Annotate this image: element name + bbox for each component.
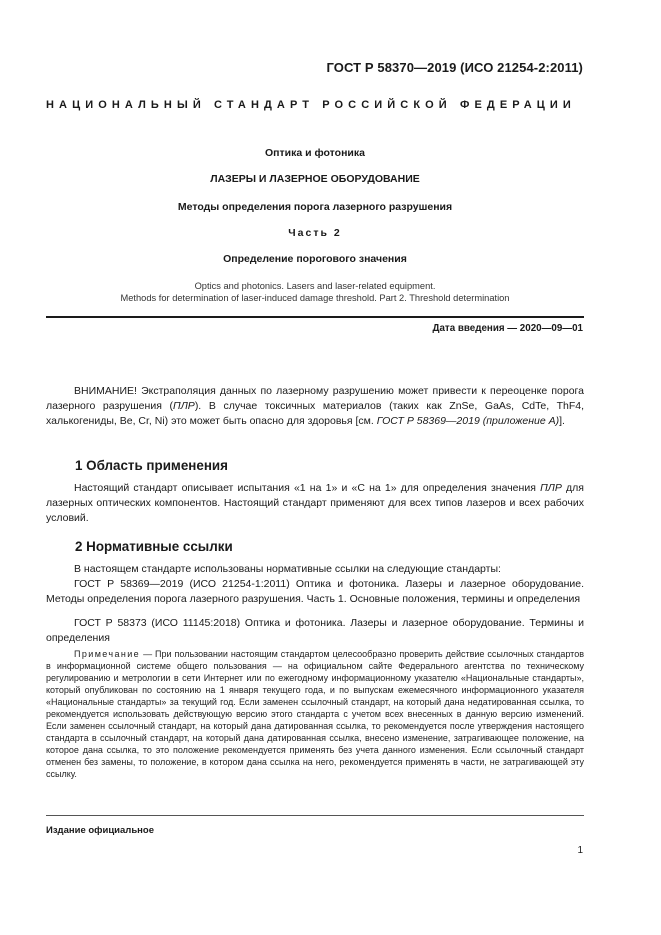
reference-1-text: ГОСТ Р 58369—2019 (ИСО 21254-1:2011) Оптика и фотоника. Лазеры и лазерное оборудование. Методы определения порога лазерного разрушения. Часть 1. Основные положения, термины и определения bbox=[46, 578, 584, 605]
note-label: Примечание bbox=[74, 649, 141, 659]
warning-paragraph bbox=[46, 384, 584, 429]
note-text: — При пользовании настоящим стандартом целесообразно проверить действие ссылочных стандартов в информационной системе общего пользования — на официальном сайте Федерального агентства по техническому регулированию и метрологии в сети Интернет или по ежегодному информационному указателю «Национальные стандарты», который опубликован по состоянию на 1 января текущего года, и по выпускам ежемесячного информационного указателя «Национальные стандарты» за текущий год. Если заменен ссылочный стандарт, на который дана недатированная ссылка, то рекомендуется использовать действующую версию этого стандарта с учетом всех внесенных в данную версию изменений. Если заменен ссылочный стандарт, на который дана датированная ссылка, то рекомендуется после утверждения настоящего стандарта в ссылочный стандарт, на который дана датированная ссылка, внесено изменение, затрагивающее положение, на которое дана ссылка, то это положение рекомендуется применять без учета данного изменения. Если ссылочный стандарт отменен без замены, то положение, в котором дана ссылка на него, рекомендуется применять в части, не затрагивающей эту ссылку. bbox=[46, 649, 584, 779]
section-2-intro-text: В настоящем стандарте использованы нормативные ссылки на следующие стандарты: bbox=[74, 563, 501, 575]
normative-reference-1 bbox=[46, 577, 584, 607]
section-1-paragraph bbox=[46, 481, 584, 526]
introduction-date: Дата введения — 2020—09—01 bbox=[432, 323, 583, 334]
normative-reference-2 bbox=[46, 616, 584, 646]
title-divider bbox=[46, 316, 584, 318]
section-1-heading: 1 Область применения bbox=[75, 458, 228, 473]
title-part-name: Определение порогового значения bbox=[223, 253, 407, 265]
title-main: ЛАЗЕРЫ И ЛАЗЕРНОЕ ОБОРУДОВАНИЕ bbox=[210, 173, 420, 185]
warning-text-3: ]. bbox=[559, 415, 565, 427]
warning-text-1: ВНИМАНИЕ! Экстраполяция данных по лазерному разрушению может привести к переоценке порога лазерного разрушения ( bbox=[46, 385, 584, 412]
title-part: Часть 2 bbox=[288, 227, 342, 239]
section-2-heading: 2 Нормативные ссылки bbox=[75, 539, 233, 554]
title-sub: Методы определения порога лазерного разрушения bbox=[177, 201, 453, 213]
title-group: Оптика и фотоника bbox=[264, 147, 365, 159]
section-1-text-2: для лазерных оптических компонентов. Настоящий стандарт применяют для всех типов лазеров и всех рабочих условий. bbox=[46, 482, 584, 524]
section-1-text-1: Настоящий стандарт описывает испытания «1 на 1» и «С на 1» для определения значения bbox=[74, 482, 541, 494]
national-standard-banner: НАЦИОНАЛЬНЫЙ СТАНДАРТ РОССИЙСКОЙ ФЕДЕРАЦИИ bbox=[46, 99, 576, 111]
warning-abbr: ПЛР bbox=[173, 400, 195, 412]
english-title-line2: Methods for determination of laser-induced damage threshold. Part 2. Threshold determination bbox=[120, 293, 510, 303]
references-note bbox=[46, 648, 584, 780]
warning-reference: ГОСТ Р 58369—2019 (приложение А) bbox=[376, 415, 560, 427]
warning-text-2: ). В случае токсичных материалов (таких как ZnSe, GaAs, CdTe, ThF4, халькогениды, Be, Cr, Ni) это может быть опасно для здоровья [см. bbox=[46, 400, 584, 427]
page-number: 1 bbox=[577, 845, 583, 856]
reference-2-text: ГОСТ Р 58373 (ИСО 11145:2018) Оптика и фотоника. Лазеры и лазерное оборудование. Термины и определения bbox=[46, 617, 584, 644]
official-edition-label: Издание официальное bbox=[46, 825, 154, 836]
footer-divider bbox=[46, 815, 584, 816]
section-2-intro bbox=[46, 562, 584, 577]
standard-code: ГОСТ Р 58370—2019 (ИСО 21254-2:2011) bbox=[326, 60, 583, 75]
section-1-abbr: ПЛР bbox=[540, 482, 562, 494]
english-title-line1: Optics and photonics. Lasers and laser-related equipment. bbox=[194, 281, 436, 291]
